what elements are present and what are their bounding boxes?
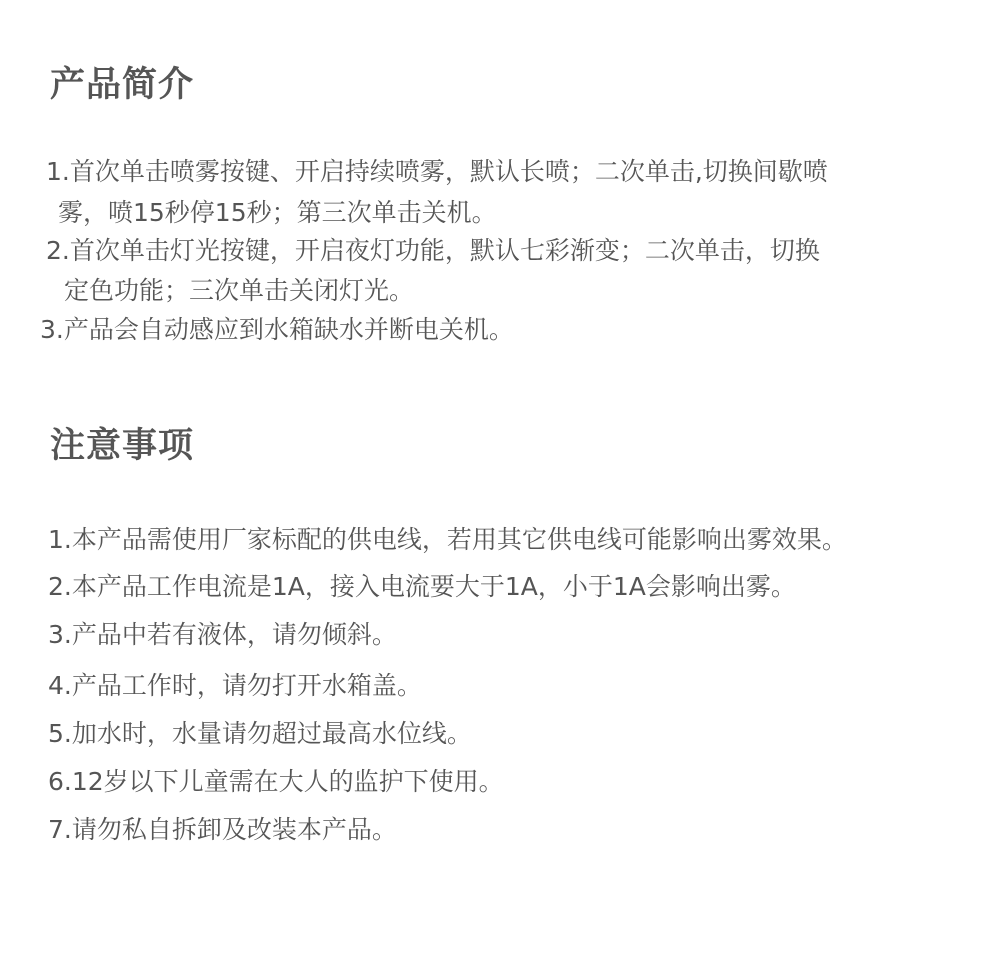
intro-title: 产品简介 xyxy=(50,65,195,105)
intro-line-2: 雾，喷15秒停15秒；第三次单击关机。 xyxy=(58,198,497,227)
intro-line-3: 2.首次单击灯光按键，开启夜灯功能，默认七彩渐变；二次单击，切换 xyxy=(46,236,820,265)
notes-title: 注意事项 xyxy=(50,426,195,466)
notes-item-1: 1.本产品需使用厂家标配的供电线，若用其它供电线可能影响出雾效果。 xyxy=(48,525,847,554)
intro-line-1: 1.首次单击喷雾按键、开启持续喷雾，默认长喷；二次单击,切换间歇喷 xyxy=(46,157,828,186)
notes-item-3: 3.产品中若有液体，请勿倾斜。 xyxy=(48,620,397,649)
notes-item-5: 5.加水时，水量请勿超过最高水位线。 xyxy=(48,719,472,748)
notes-item-4: 4.产品工作时，请勿打开水箱盖。 xyxy=(48,671,422,700)
notes-item-2: 2.本产品工作电流是1A，接入电流要大于1A，小于1A会影响出雾。 xyxy=(48,572,796,601)
intro-line-5: 3.产品会自动感应到水箱缺水并断电关机。 xyxy=(40,315,514,344)
notes-item-7: 7.请勿私自拆卸及改装本产品。 xyxy=(48,815,397,844)
intro-line-4: 定色功能；三次单击关闭灯光。 xyxy=(64,276,415,305)
notes-item-6: 6.12岁以下儿童需在大人的监护下使用。 xyxy=(48,767,504,796)
